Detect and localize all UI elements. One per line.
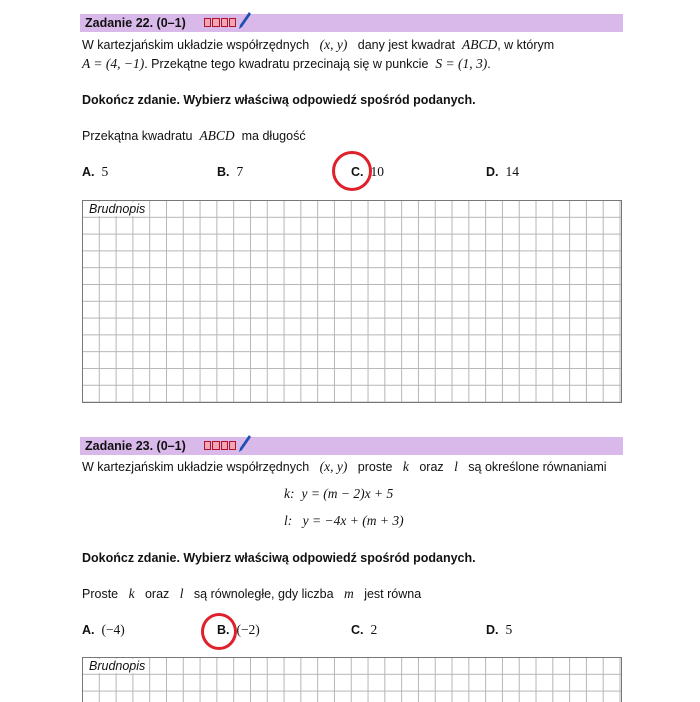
- task23-text: W kartezjańskim układzie współrzędnych: [82, 460, 310, 474]
- task22-text: dany jest kwadrat: [357, 38, 456, 52]
- option-letter: A.: [82, 165, 95, 179]
- task23-math: l: [179, 586, 184, 601]
- task23-text: proste: [357, 460, 393, 474]
- equation: y = (m − 2)x + 5: [301, 486, 394, 501]
- option-value: 14: [505, 164, 519, 179]
- task22-math: ABCD: [199, 128, 235, 143]
- task23-math: m: [344, 586, 354, 601]
- option-letter: A.: [82, 623, 95, 637]
- task22-line2: [82, 56, 491, 72]
- task22-option-d[interactable]: [486, 164, 519, 180]
- task22-math: A = (4, −1): [82, 56, 145, 71]
- option-value: 5: [101, 164, 109, 179]
- scratch-label: Brudnopis: [87, 202, 148, 216]
- task23-math: k: [402, 459, 409, 474]
- task22-text: .: [487, 57, 491, 71]
- option-letter: C.: [351, 165, 364, 179]
- option-letter: B.: [217, 623, 230, 637]
- task22-title: Zadanie 22. (0–1): [85, 16, 186, 30]
- task23-equation-k: [284, 486, 393, 502]
- task23-math: k: [128, 586, 135, 601]
- task23-instruction: Dokończ zdanie. Wybierz właściwą odpowiedź spośród podanych.: [82, 551, 476, 565]
- task22-header: [80, 14, 623, 32]
- option-letter: D.: [486, 165, 499, 179]
- task23-option-c[interactable]: [351, 622, 377, 638]
- task23-equation-l: [284, 513, 404, 529]
- task22-text: . Przekątne tego kwadratu przecinają się w punkcie: [144, 57, 429, 71]
- answer-circle-mark: [332, 151, 372, 191]
- option-value: 10: [370, 164, 384, 179]
- task22-option-b[interactable]: [217, 164, 243, 180]
- task23-text: są równoległe, gdy liczba: [193, 587, 334, 601]
- task23-math: l: [454, 459, 458, 474]
- task23-question: [82, 586, 421, 602]
- option-letter: B.: [217, 165, 230, 179]
- task22-text: , w którym: [497, 38, 555, 52]
- score-boxes-icon: [204, 18, 236, 27]
- task23-title: Zadanie 23. (0–1): [85, 439, 186, 453]
- task23-text: Proste: [82, 587, 119, 601]
- equation-label: l:: [284, 513, 293, 528]
- task22-math: ABCD: [461, 37, 498, 52]
- task22-instruction: Dokończ zdanie. Wybierz właściwą odpowiedź spośród podanych.: [82, 93, 476, 107]
- task23-math: (x, y): [319, 459, 348, 474]
- task22-line1: [82, 37, 554, 53]
- option-value: 5: [505, 622, 513, 637]
- option-value: (−4): [101, 622, 125, 637]
- task23-scratch-grid[interactable]: [82, 657, 622, 702]
- task23-text: są określone równaniami: [468, 460, 607, 474]
- equation-label: k:: [284, 486, 295, 501]
- task23-option-d[interactable]: [486, 622, 512, 638]
- task22-text: Przekątna kwadratu: [82, 129, 193, 143]
- task22-question: [82, 128, 306, 144]
- equation: y = −4x + (m + 3): [302, 513, 404, 528]
- task23-text: oraz: [144, 587, 170, 601]
- task23-option-a[interactable]: [82, 622, 125, 638]
- scratch-label: Brudnopis: [87, 659, 148, 673]
- option-value: 2: [370, 622, 378, 637]
- task22-scratch-grid[interactable]: [82, 200, 622, 403]
- task23-line1: [82, 459, 607, 475]
- task22-option-a[interactable]: [82, 164, 108, 180]
- task22-math: (x, y): [319, 37, 348, 52]
- option-value: 7: [236, 164, 244, 179]
- option-letter: D.: [486, 623, 499, 637]
- pen-icon: [238, 434, 252, 454]
- task22-text: W kartezjańskim układzie współrzędnych: [82, 38, 310, 52]
- option-value: (−2): [236, 622, 260, 637]
- task23-text: jest równa: [364, 587, 422, 601]
- option-letter: C.: [351, 623, 364, 637]
- task23-text: oraz: [419, 460, 444, 474]
- score-boxes-icon: [204, 441, 236, 450]
- answer-circle-mark: [201, 613, 237, 650]
- task22-math: S = (1, 3): [435, 56, 488, 71]
- task22-text: ma długość: [241, 129, 306, 143]
- pen-icon: [238, 11, 252, 31]
- task23-header: [80, 437, 623, 455]
